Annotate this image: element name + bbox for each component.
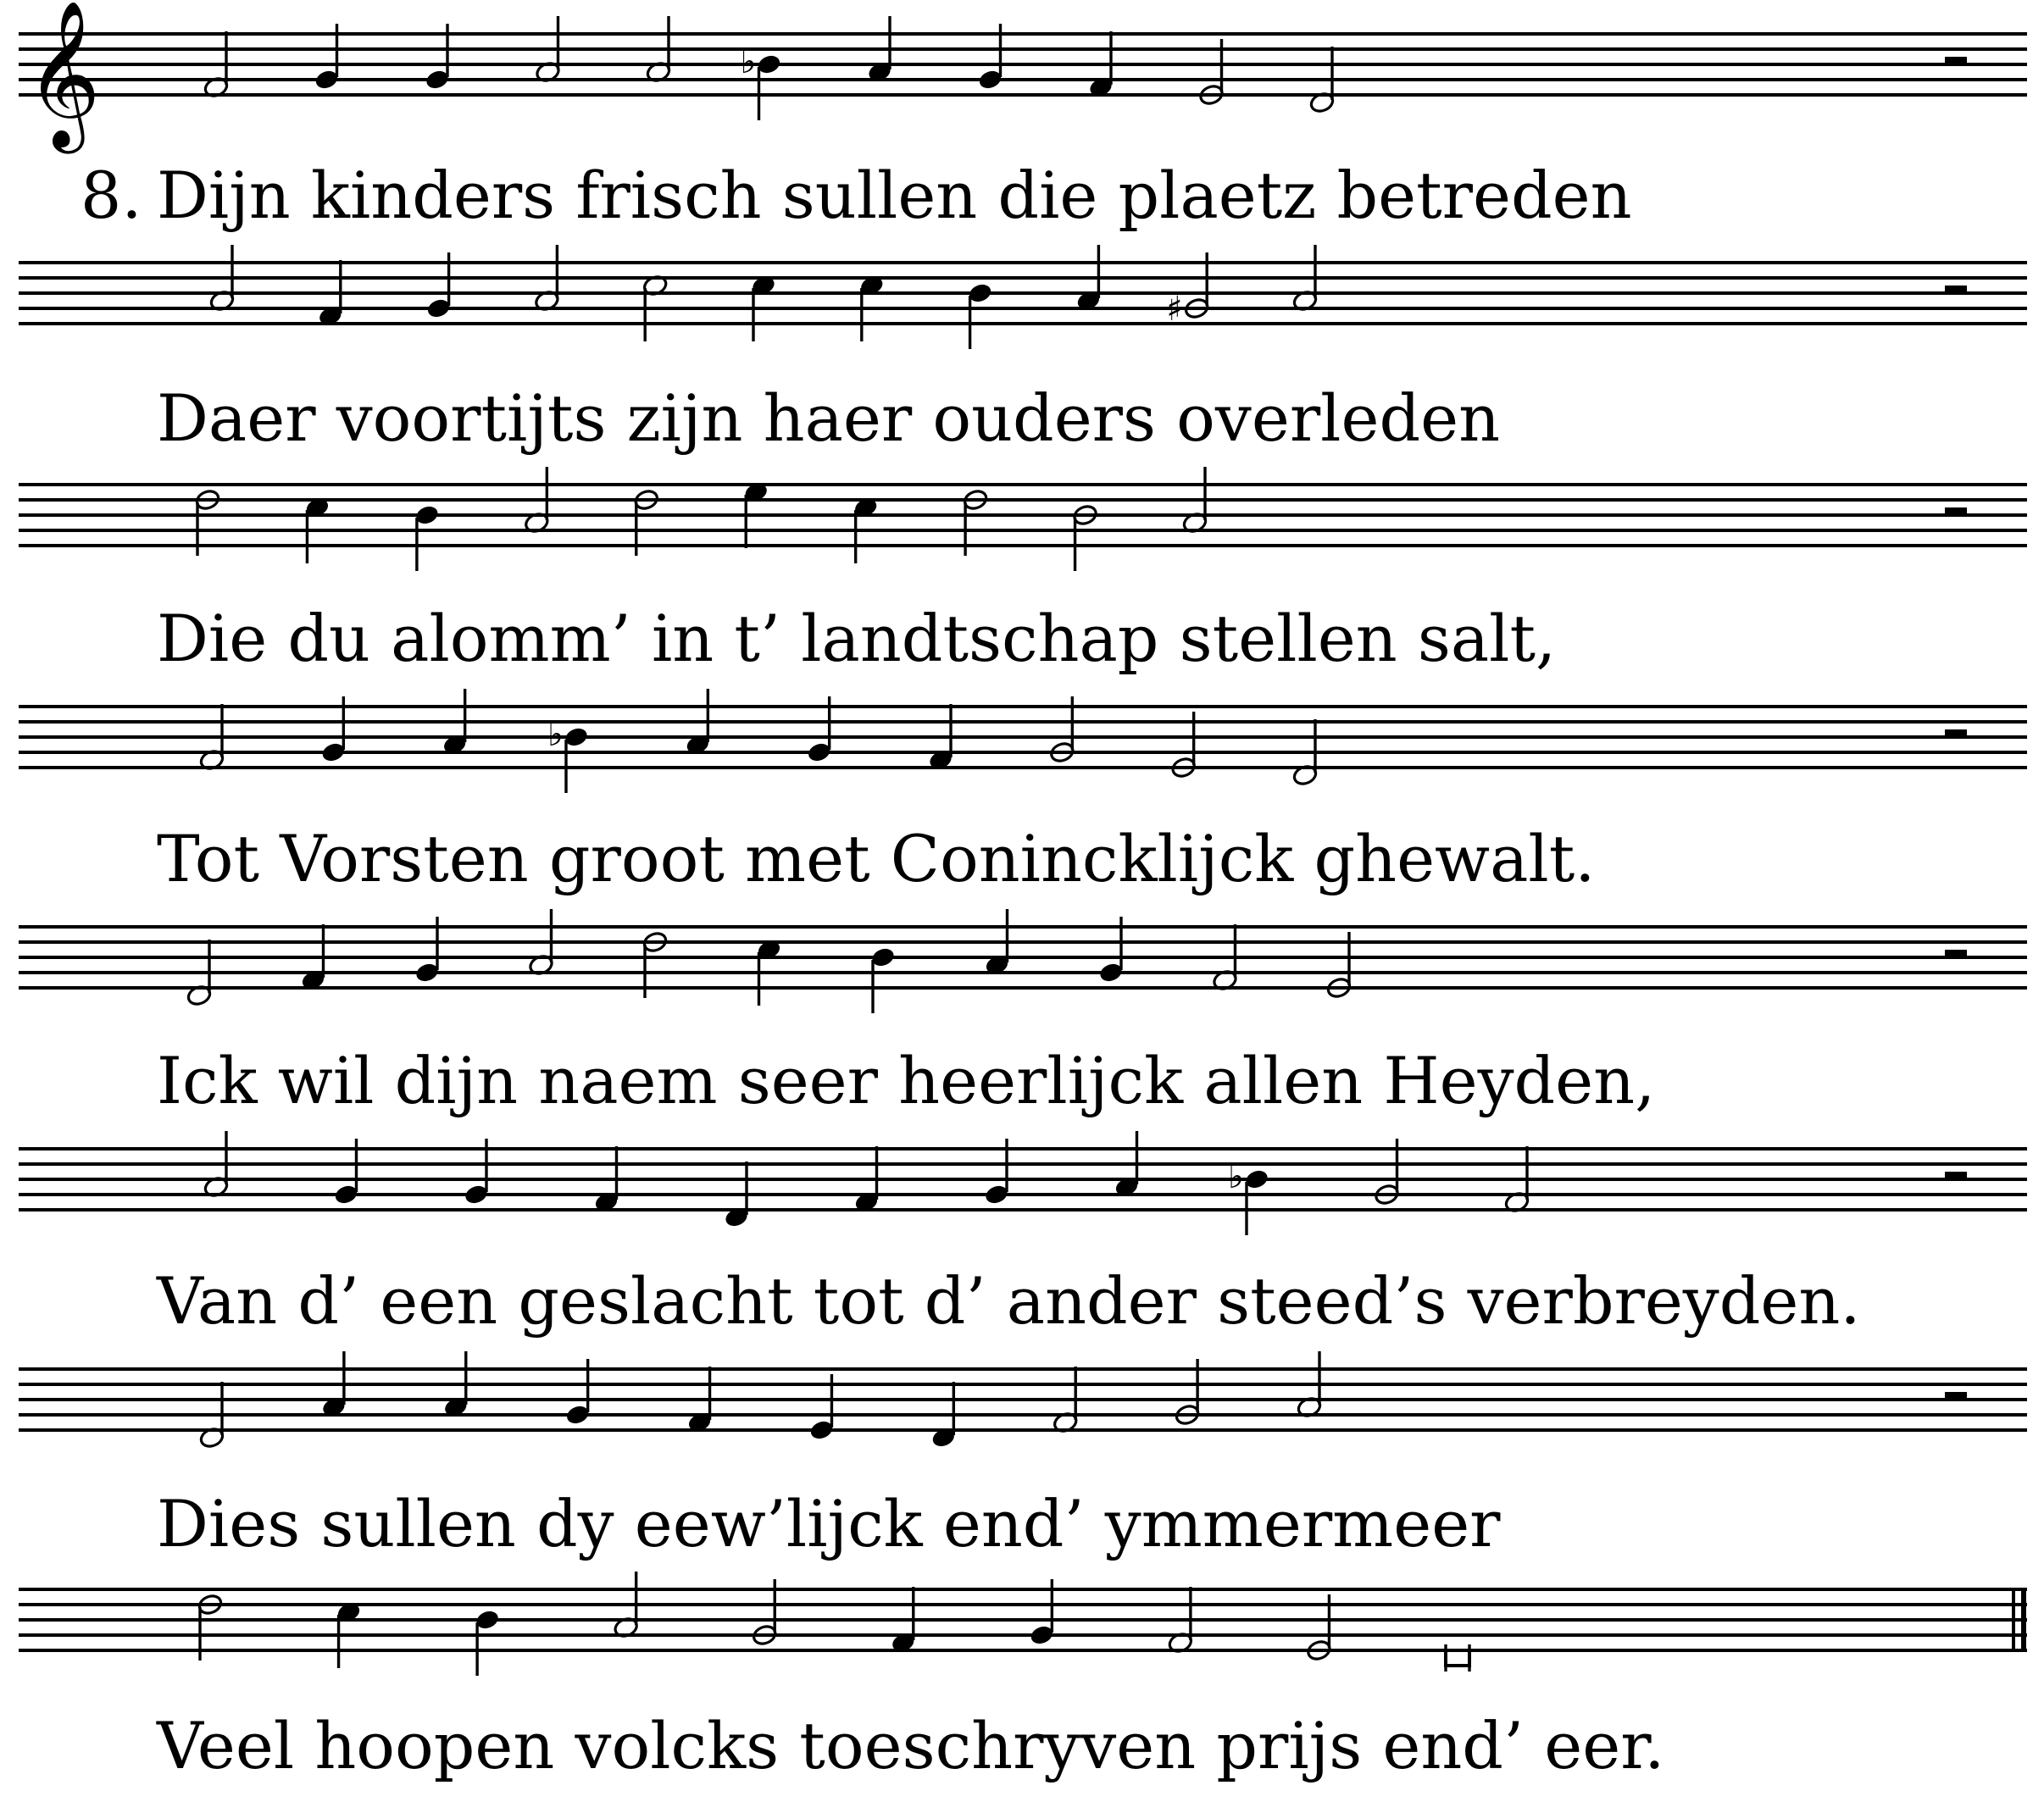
flat-icon: ♭ bbox=[547, 715, 564, 754]
note bbox=[474, 1608, 500, 1676]
half-rest bbox=[1945, 57, 1967, 64]
breve-notehead bbox=[1446, 1650, 1469, 1666]
half-rest bbox=[1945, 507, 1967, 515]
lyric-line: Van d’ een geslacht tot d’ ander steed’s verbreyden. bbox=[157, 1263, 1861, 1339]
note bbox=[1446, 1644, 1469, 1672]
lyric-line: Tot Vorsten groot met Conincklijck ghewalt. bbox=[157, 821, 1596, 896]
staff-system bbox=[19, 467, 2027, 676]
half-rest bbox=[1945, 729, 1967, 737]
lyric-line: Ick wil dijn naem seer heerlijck allen Heyden, bbox=[157, 1043, 1656, 1118]
flat-icon: ♭ bbox=[1228, 1157, 1244, 1196]
half-rest bbox=[1945, 1392, 1967, 1400]
staff-system bbox=[19, 689, 2027, 896]
lyric-line: Die du alomm’ in t’ landtschap stellen salt, bbox=[157, 601, 1557, 676]
sharp-icon: ♯ bbox=[1166, 290, 1183, 329]
note bbox=[414, 503, 440, 571]
staff-system bbox=[19, 1351, 2027, 1561]
half-rest bbox=[1945, 286, 1967, 293]
staff-system bbox=[19, 1572, 2027, 1783]
staff-system bbox=[19, 0, 2027, 233]
treble-clef-icon: 𝄞 bbox=[25, 0, 101, 147]
staff-system bbox=[19, 909, 2027, 1118]
note bbox=[869, 945, 896, 1013]
lyric-line: Daer voortijts zijn haer ouders overleden bbox=[157, 380, 1501, 456]
lyric-line: Dijn kinders frisch sullen die plaetz betreden bbox=[157, 158, 1632, 233]
note bbox=[967, 281, 993, 349]
staff-system bbox=[19, 1131, 2027, 1339]
verse-number: 8. bbox=[81, 158, 142, 233]
half-rest bbox=[1945, 950, 1967, 957]
half-rest bbox=[1945, 1172, 1967, 1179]
lyric-line: Dies sullen dy eew’lijck end’ ymmermeer bbox=[157, 1486, 1501, 1561]
staff-system bbox=[19, 245, 2027, 456]
flat-icon: ♭ bbox=[740, 42, 757, 81]
lyric-line: Veel hoopen volcks toeschryven prijs end’ eer. bbox=[157, 1708, 1665, 1783]
